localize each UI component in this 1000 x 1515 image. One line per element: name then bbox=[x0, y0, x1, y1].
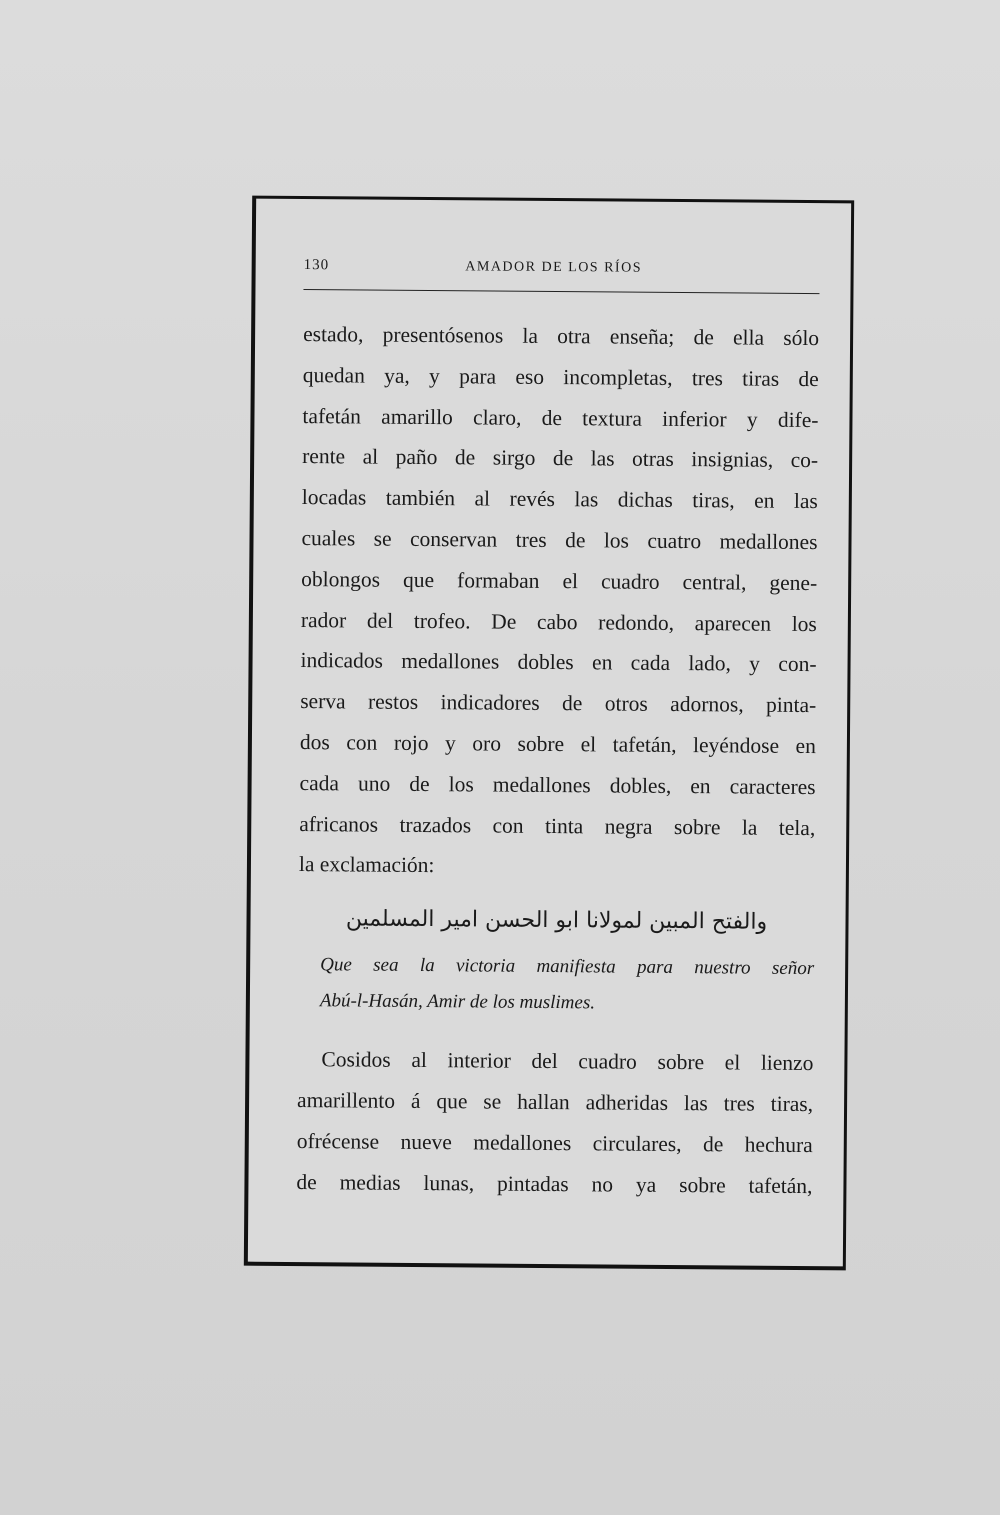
header-rule bbox=[303, 289, 819, 294]
text-line: quedan ya, y para eso incompletas, tres tiras de bbox=[302, 362, 819, 391]
text-line: Cosidos al interior del cuadro sobre el lienzo bbox=[321, 1047, 814, 1076]
text-line: la exclamación: bbox=[298, 852, 435, 878]
text-line: cada uno de los medallones dobles, en caracteres bbox=[299, 770, 816, 799]
text-line: oblongos que formaban el cuadro central, gene- bbox=[301, 566, 818, 595]
page-content bbox=[296, 257, 819, 1206]
text-line: locadas también al revés las dichas tiras, en las bbox=[301, 485, 818, 514]
text-line: africanos trazados con tinta negra sobre la tela, bbox=[299, 811, 816, 840]
text-line: ofrécense nueve medallones circulares, de hechura bbox=[296, 1128, 813, 1157]
running-title: AMADOR DE LOS RÍOS bbox=[465, 259, 643, 276]
text-line: dos con rojo y oro sobre el tafetán, leyéndose en bbox=[299, 730, 816, 759]
text-line: rador del trofeo. De cabo redondo, aparecen los bbox=[300, 607, 817, 636]
arabic-inscription: والفتح المبين لمولانا ابو الحسن امير المسلمين bbox=[345, 906, 768, 935]
text-line: de medias lunas, pintadas no ya sobre tafetán, bbox=[296, 1169, 813, 1198]
page-border-frame bbox=[244, 196, 854, 1271]
text-line: cuales se conservan tres de los cuatro medallones bbox=[301, 526, 818, 555]
text-line: serva restos indicadores de otros adornos, pinta- bbox=[300, 689, 817, 718]
text-line: estado, presentósenos la otra enseña; de ella sólo bbox=[303, 322, 820, 351]
paragraph-1 bbox=[299, 314, 819, 889]
running-header bbox=[304, 257, 820, 283]
text-line: rente al paño de sirgo de las otras insignias, co- bbox=[302, 444, 819, 473]
translation-line: Abú-l-Hasán, Amir de los muslimes. bbox=[319, 990, 596, 1014]
text-line: indicados medallones dobles en cada lado, y con- bbox=[300, 648, 817, 677]
text-line: tafetán amarillo claro, de textura inferior y dife- bbox=[302, 403, 819, 432]
inscription-translation bbox=[298, 947, 815, 1023]
translation-line: Que sea la victoria manifiesta para nuestro señor bbox=[320, 954, 815, 980]
text-line: amarillento á que se hallan adheridas las tres tiras, bbox=[297, 1087, 814, 1117]
page-number: 130 bbox=[303, 257, 330, 274]
paragraph-2 bbox=[296, 1039, 813, 1206]
